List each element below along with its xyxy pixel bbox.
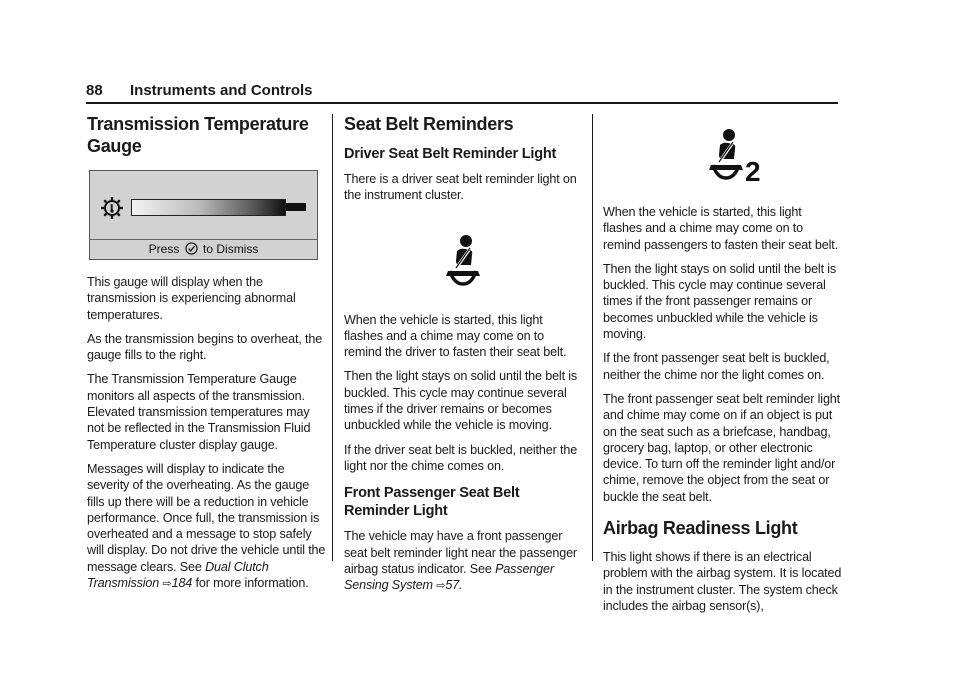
- paragraph: There is a driver seat belt reminder light on the instrument cluster.: [344, 172, 577, 203]
- paragraph: If the front passenger seat belt is buckled, neither the chime nor the light comes on.: [603, 351, 830, 382]
- seatbelt-icon: [440, 234, 488, 290]
- column-1: [87, 113, 327, 600]
- page-number: 88: [86, 82, 103, 99]
- page-ref-arrow: ⇨: [436, 580, 446, 593]
- gauge-bar: [131, 199, 286, 216]
- header-rule: [86, 102, 838, 104]
- dual-clutch-link[interactable]: Dual Clutch Transmission: [87, 559, 269, 591]
- seat-belt-reminders-heading: Seat Belt Reminders: [344, 114, 514, 134]
- paragraph: The front passenger seat belt reminder light and chime may come on if an object is put on the seat such as a briefcase, handbag, grocery bag, laptop, or other electronic device. To turn off the reminder light and/or chime, remove the object from the seat or buckle the seat belt.: [603, 391, 841, 504]
- transmission-temp-icon: [100, 196, 124, 220]
- page-ref[interactable]: 57.: [445, 578, 463, 593]
- paragraph: Then the light stays on solid until the belt is buckled. This cycle may continue several times if the driver remains or becomes unbuckled while the vehicle is moving.: [344, 369, 578, 433]
- paragraph-text: Messages will display to indicate the severity of the overheating. As the gauge fills up there will be a reduction in vehicle performance. Once full, the transmission is overheated and a message to stop safely will display. Do not drive the vehicle until the message clears. See: [87, 461, 326, 574]
- check-circle-icon: [185, 242, 198, 255]
- transmission-gauge-figure: [89, 170, 318, 260]
- gauge-caption: [90, 242, 317, 256]
- paragraph: Then the light stays on solid until the belt is buckled. This cycle may continue several times if the front passenger remains or becomes unbuckled while the vehicle is moving.: [603, 261, 837, 342]
- paragraph: [344, 528, 584, 594]
- paragraph-text: for more information.: [192, 576, 309, 591]
- paragraph: When the vehicle is started, this light flashes and a chime may come on to remind passengers to fasten their seat belt.: [603, 205, 838, 252]
- passenger-reminder-subheading: Front Passenger Seat Belt Reminder Light: [344, 485, 520, 520]
- paragraph: This light shows if there is an electrical problem with the airbag system. It is located in the instrument cluster. The system check includes the airbag sensor(s),: [603, 550, 842, 613]
- column-2: [344, 113, 584, 602]
- caption-dismiss: to Dismiss: [203, 242, 259, 256]
- paragraph: The Transmission Temperature Gauge monitors all aspects of the transmission. Elevated transmission temperatures may not be reflected in the Transmission Fluid Temperature cluster display gauge.: [87, 372, 311, 452]
- paragraph: When the vehicle is started, this light flashes and a chime may come on to remind the driver to fasten their seat belt.: [344, 312, 567, 360]
- driver-reminder-subheading: Driver Seat Belt Reminder Light: [344, 146, 557, 162]
- column-3: [603, 128, 843, 622]
- gauge-end-marker: [286, 203, 306, 211]
- airbag-readiness-heading: Airbag Readiness Light: [603, 518, 798, 539]
- passenger-seatbelt-icon-figure: [603, 128, 843, 184]
- paragraph: As the transmission begins to overheat, the gauge fills to the right.: [87, 331, 323, 363]
- paragraph: [87, 461, 327, 592]
- column-divider: [332, 114, 333, 561]
- column-divider: [592, 114, 593, 561]
- passenger-number-label: 2: [745, 156, 761, 184]
- paragraph: If the driver seat belt is buckled, neither the light nor the chime comes on.: [344, 442, 578, 473]
- seatbelt-icon-figure: [344, 234, 584, 290]
- gauge-divider: [90, 239, 317, 240]
- passenger-seatbelt-icon: [703, 128, 783, 184]
- section-title: Instruments and Controls: [130, 82, 313, 99]
- caption-press: Press: [148, 242, 180, 256]
- passenger-sensing-link[interactable]: Passenger Sensing System: [344, 561, 554, 593]
- page-ref[interactable]: 184: [171, 576, 193, 591]
- paragraph-text: The vehicle may have a front passenger seat belt reminder light near the passenger airbag status indicator. See: [344, 529, 577, 576]
- paragraph: This gauge will display when the transmission is experiencing abnormal temperatures.: [87, 275, 296, 322]
- page-ref-arrow: ⇨: [162, 578, 172, 591]
- transmission-gauge-heading: Transmission Temperature Gauge: [87, 114, 309, 156]
